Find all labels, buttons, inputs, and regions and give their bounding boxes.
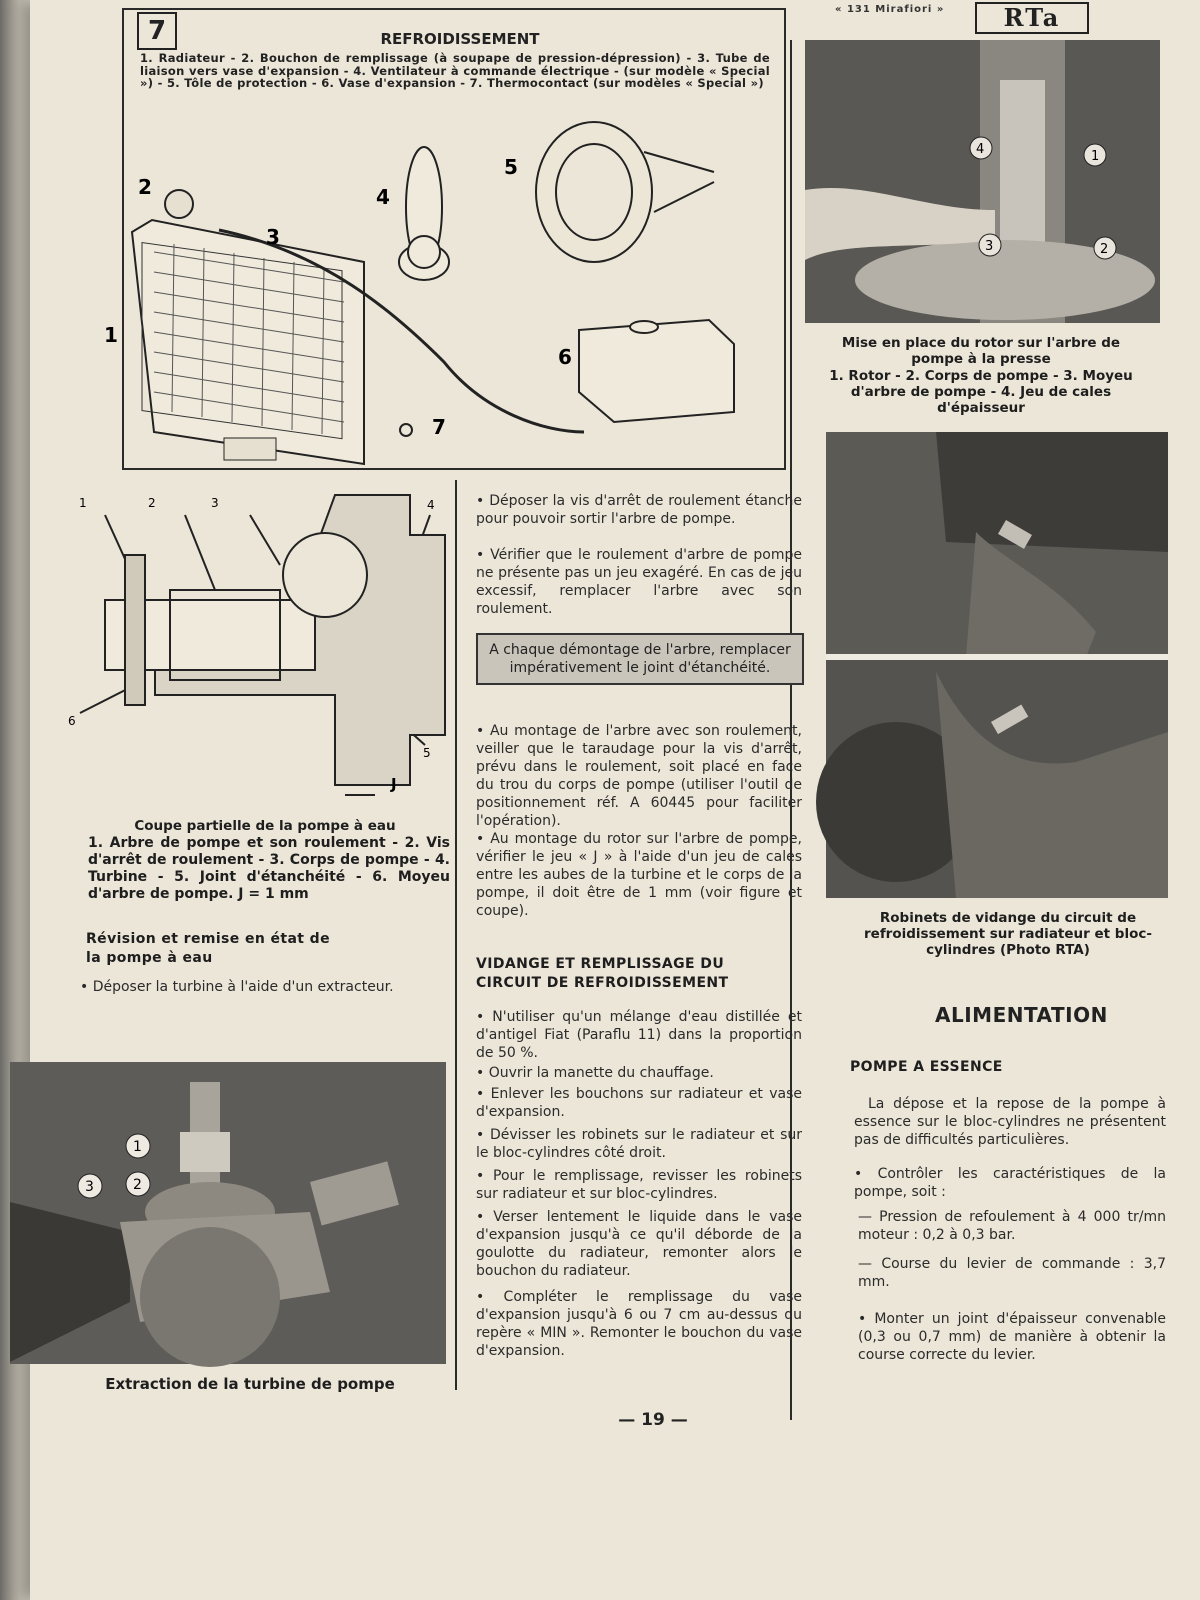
col2-b2: • Ouvrir la manette du chauffage. [476, 1065, 714, 1081]
col2-b6: • Verser lentement le liquide dans le vase d'expansion jusqu'à ce qu'il déborde de la goulotte du radiateur, remonter alors le bouchon du radiateur. [476, 1209, 802, 1279]
col2-b3: • Enlever les bouchons sur radiateur et vase d'expansion. [476, 1086, 802, 1120]
col2-p1: • Déposer la vis d'arrêt de roulement étanche pour pouvoir sortir l'arbre de pompe. [476, 493, 802, 527]
section-callout-3: 3 [211, 496, 219, 510]
shroud-illustration [536, 122, 714, 262]
section-caption-legend: 1. Arbre de pompe et son roulement - 2. Vis d'arrêt de roulement - 3. Corps de pompe - 4. Turbine - 5. Joint d'étanchéité - 6. Moyeu d'arbre de pompe. J = 1 mm [88, 835, 450, 902]
col3-p3: • Monter un joint d'épaisseur convenable (0,3 ou 0,7 mm) de manière à obtenir la course correcte du levier. [858, 1311, 1166, 1363]
callout-3: 3 [266, 225, 280, 249]
section-callout-5: 5 [423, 746, 431, 760]
col1-heading: Révision et remise en état de la pompe à eau [86, 931, 330, 966]
pump-section-diagram [65, 495, 455, 815]
col2-p4: • Au montage du rotor sur l'arbre de pompe, vérifier le jeu « J » à l'aide d'un jeu de cales entre les aubes de la turbine et le corps de la pompe, il doit être de 1 mm (voir figure et coupe). [476, 831, 802, 919]
callout-1: 1 [104, 323, 118, 347]
section-callout-1: 1 [79, 496, 87, 510]
figure-title: REFROIDISSEMENT [380, 30, 540, 48]
photo-rotor-press [805, 40, 1160, 323]
col3-heading-sub: POMPE A ESSENCE [850, 1059, 1003, 1075]
col3-d1: — Pression de refoulement à 4 000 tr/mn moteur : 0,2 à 0,3 bar. [858, 1209, 1166, 1243]
photo-drain-valves [826, 432, 1168, 898]
col3-p2: • Contrôler les caractéristiques de la pompe, soit : [854, 1166, 1166, 1200]
figure-legend: 1. Radiateur - 2. Bouchon de remplissage (à soupape de pression-dépression) - 3. Tube de liaison vers vase d'expansion - 4. Ventilateur à commande électrique - (sur modèle « Special ») - 5. Tôle de protection - 6. Vase d'expansion - 7. Thermocontact (sur modèles « Special ») [140, 51, 770, 90]
col2-b5: • Pour le remplissage, revisser les robinets sur radiateur et sur bloc-cylindres. [476, 1168, 802, 1202]
header-model: « 131 Mirafiori » [835, 4, 945, 15]
extract-callout-3: 3 [85, 1179, 94, 1195]
callout-5: 5 [504, 155, 518, 179]
col3-p1: La dépose et la repose de la pompe à essence sur le bloc-cylindres ne présentent pas de difficultés particulières. [854, 1096, 1166, 1148]
extractor-caption: Extraction de la turbine de pompe [105, 1375, 395, 1393]
extract-callout-2: 2 [133, 1177, 142, 1193]
col3-d2: — Course du levier de commande : 3,7 mm. [858, 1256, 1166, 1290]
callout-7: 7 [432, 415, 446, 439]
press-callout-2: 2 [1100, 242, 1109, 257]
press-callout-3: 3 [985, 239, 994, 254]
col2-b7: • Compléter le remplissage du vase d'expansion jusqu'à 6 ou 7 cm au-dessus du repère « MIN ». Remonter le bouchon du vase d'expansion. [476, 1289, 802, 1359]
section-callout-2: 2 [148, 496, 156, 510]
col2-b4: • Dévisser les robinets sur le radiateur et sur le bloc-cylindres côté droit. [476, 1127, 802, 1161]
col2-p2: • Vérifier que le roulement d'arbre de pompe ne présente pas un jeu exagéré. En cas de jeu excessif, remplacer l'arbre avec son roulement. [476, 547, 802, 617]
press-caption-title: Mise en place du rotor sur l'arbre de pompe à la presse [841, 335, 1121, 367]
col1-bullet: • Déposer la turbine à l'aide d'un extracteur. [80, 979, 394, 995]
expansion-tank-illustration [579, 320, 734, 422]
rta-logo: RTa [975, 2, 1089, 34]
radiator-illustration [132, 190, 364, 464]
column-rule-left [455, 480, 457, 1390]
cooling-system-drawing [104, 112, 780, 464]
page-number: — 19 — [618, 1410, 688, 1430]
section-callout-6: 6 [68, 714, 76, 728]
col2-b1: • N'utiliser qu'un mélange d'eau distillée et d'antigel Fiat (Paraflu 11) dans la proportion de 50 %. [476, 1009, 802, 1061]
press-callout-4: 4 [976, 142, 985, 157]
col2-heading: VIDANGE ET REMPLISSAGE DU CIRCUIT DE REFROIDISSEMENT [476, 956, 729, 991]
callout-6: 6 [558, 345, 572, 369]
press-callout-1: 1 [1091, 149, 1100, 164]
section-callout-4: 4 [427, 498, 435, 512]
photo-turbine-extraction [10, 1062, 446, 1364]
figure-number: 7 [137, 12, 177, 50]
col2-warning-note: A chaque démontage de l'arbre, remplacer impérativement le joint d'étanchéité. [476, 633, 804, 685]
col2-p3: • Au montage de l'arbre avec son roulement, veiller que le taraudage pour la vis d'arrêt, prévu dans le roulement, soit placé en face du trou du corps de pompe (utiliser l'outil de positionnement réf. A 60445 pour faciliter l'opération). [476, 723, 802, 829]
drain-caption: Robinets de vidange du circuit de refroidissement sur radiateur et bloc-cylindres (Photo RTA) [864, 910, 1152, 958]
section-callout-j: J [391, 775, 397, 793]
fan-illustration [399, 147, 449, 280]
extract-callout-1: 1 [133, 1139, 142, 1155]
press-caption-legend: 1. Rotor - 2. Corps de pompe - 3. Moyeu d'arbre de pompe - 4. Jeu de cales d'épaisseur [829, 368, 1133, 416]
callout-2: 2 [138, 175, 152, 199]
section-caption-title: Coupe partielle de la pompe à eau [134, 818, 396, 834]
callout-4: 4 [376, 185, 390, 209]
col3-heading-main: ALIMENTATION [935, 1003, 1108, 1027]
